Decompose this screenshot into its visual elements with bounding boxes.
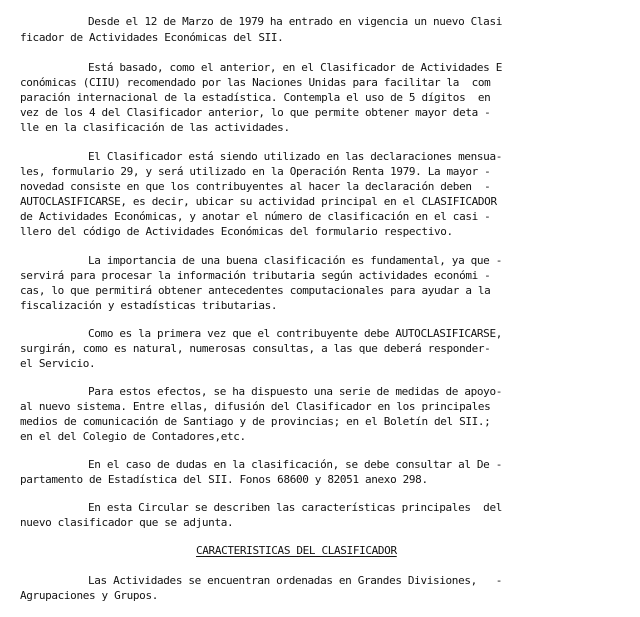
section-heading: CARACTERISTICAS DEL CLASIFICADOR bbox=[196, 544, 397, 557]
text-line: conómicas (CIIU) recomendado por las Naciones Unidas para facilitar la com bbox=[20, 76, 491, 89]
text-line: surgirán, como es natural, numerosas consultas, a las que deberá responder- bbox=[20, 342, 491, 355]
text-line: les, formulario 29, y será utilizado en la Operación Renta 1979. La mayor - bbox=[20, 165, 491, 178]
text-line: lle en la clasificación de las actividades. bbox=[20, 121, 290, 134]
text-line: Las Actividades se encuentran ordenadas en Grandes Divisiones, - bbox=[88, 574, 502, 587]
text-line: La importancia de una buena clasificación es fundamental, ya que - bbox=[88, 254, 502, 267]
text-line: Como es la primera vez que el contribuyente debe AUTOCLASIFICARSE, bbox=[88, 327, 502, 340]
text-line: vez de los 4 del Clasificador anterior, lo que permite obtener mayor deta - bbox=[20, 106, 491, 119]
text-line: medios de comunicación de Santiago y de provincias; en el Boletín del SII.; bbox=[20, 415, 491, 428]
text-line: En esta Circular se describen las características principales del bbox=[88, 501, 502, 514]
text-line: El Clasificador está siendo utilizado en las declaraciones mensua- bbox=[88, 150, 502, 163]
text-line: en el del Colegio de Contadores,etc. bbox=[20, 430, 246, 443]
text-line: cas, lo que permitirá obtener antecedentes computacionales para ayudar a la bbox=[20, 284, 491, 297]
text-line: En el caso de dudas en la clasificación, se debe consultar al De - bbox=[88, 458, 502, 471]
text-line: AUTOCLASIFICARSE, es decir, ubicar su actividad principal en el CLASIFICADOR bbox=[20, 195, 497, 208]
text-line: servirá para procesar la información tributaria según actividades económi - bbox=[20, 269, 491, 282]
text-line: nuevo clasificador que se adjunta. bbox=[20, 516, 234, 529]
text-line: Para estos efectos, se ha dispuesto una serie de medidas de apoyo- bbox=[88, 385, 502, 398]
text-line: de Actividades Económicas, y anotar el número de clasificación en el casi - bbox=[20, 210, 491, 223]
text-line: ficador de Actividades Económicas del SII. bbox=[20, 31, 284, 44]
text-line: paración internacional de la estadística. Contempla el uso de 5 dígitos en bbox=[20, 91, 491, 104]
text-line: Agrupaciones y Grupos. bbox=[20, 589, 158, 602]
text-line: Está basado, como el anterior, en el Clasificador de Actividades E bbox=[88, 61, 502, 74]
text-line: partamento de Estadística del SII. Fonos 68600 y 82051 anexo 298. bbox=[20, 473, 428, 486]
text-line: al nuevo sistema. Entre ellas, difusión del Clasificador en los principales bbox=[20, 400, 491, 413]
text-line: llero del código de Actividades Económicas del formulario respectivo. bbox=[20, 225, 453, 238]
text-line: novedad consiste en que los contribuyentes al hacer la declaración deben - bbox=[20, 180, 491, 193]
text-line: Desde el 12 de Marzo de 1979 ha entrado en vigencia un nuevo Clasi bbox=[88, 15, 502, 28]
text-line: fiscalización y estadísticas tributarias. bbox=[20, 299, 278, 312]
text-line: el Servicio. bbox=[20, 357, 96, 370]
